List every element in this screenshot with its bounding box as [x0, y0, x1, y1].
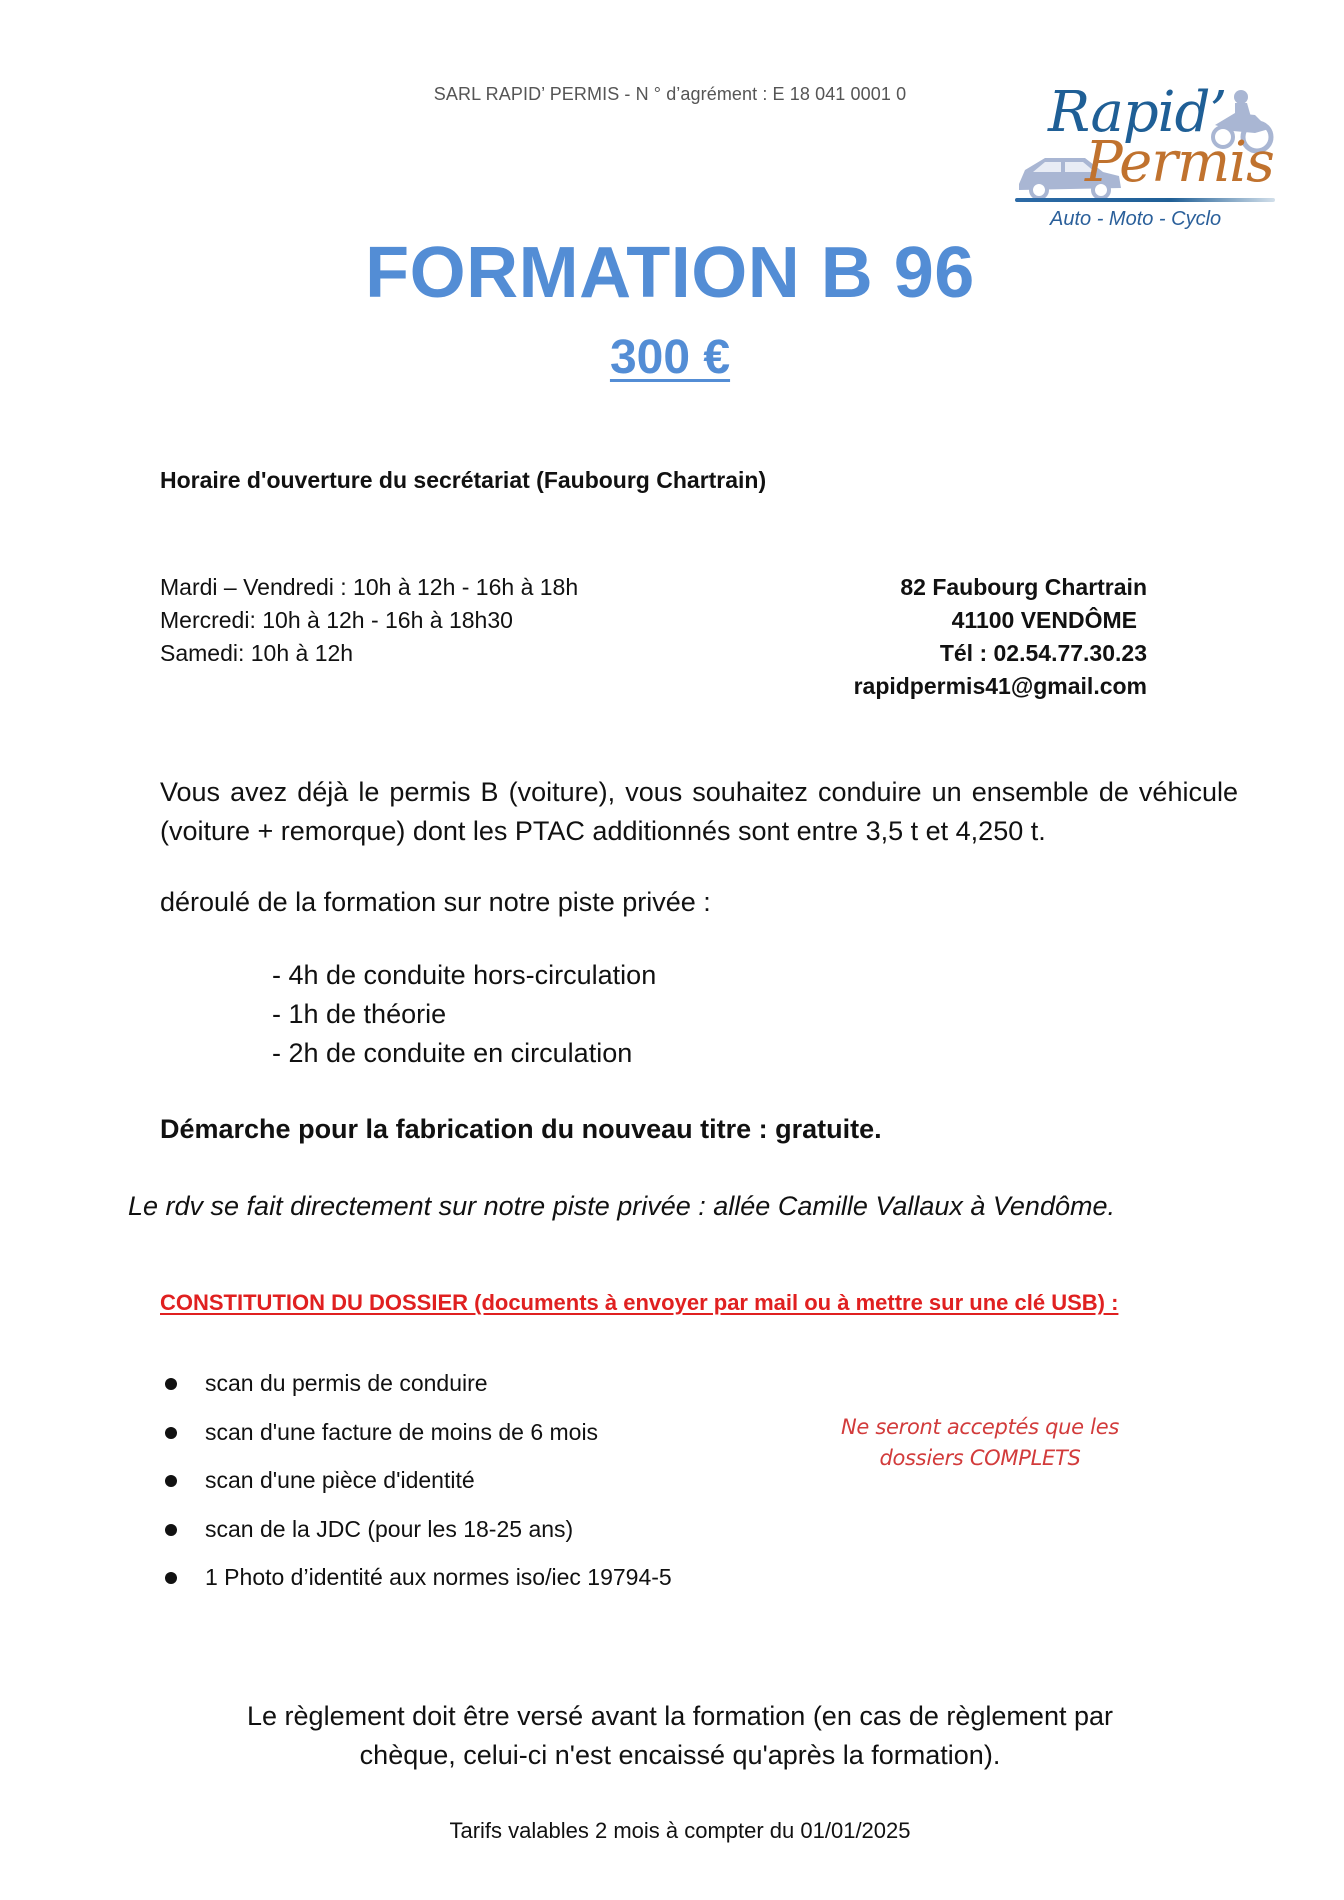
- bullet-icon: [165, 1475, 177, 1487]
- training-steps: [272, 956, 656, 1073]
- intro-paragraph: Vous avez déjà le permis B (voiture), vous souhaitez conduire un ensemble de véhicule (voiture + remorque) dont les PTAC additionnés sont entre 3,5 t et 4,250 t.: [160, 777, 1238, 846]
- company-registration-line: SARL RAPID’ PERMIS - N ° d’agrément : E 18 041 0001 0: [433, 84, 907, 104]
- required-documents-list: [160, 1370, 672, 1613]
- logo-text-rapid: Rapid’: [1048, 80, 1227, 145]
- training-heading: déroulé de la formation sur notre piste privée :: [160, 887, 711, 917]
- payment-note: [190, 1697, 1170, 1775]
- demarche-note: Démarche pour la fabrication du nouveau titre : gratuite.: [160, 1114, 882, 1144]
- bullet-icon: [165, 1572, 177, 1584]
- dossier-heading: CONSTITUTION DU DOSSIER (documents à envoyer par mail ou à mettre sur une clé USB) :: [160, 1290, 1119, 1315]
- email-address: rapidpermis41@gmail.com: [853, 673, 1147, 699]
- list-item-label: scan d'une pièce d'identité: [205, 1467, 475, 1493]
- logo-underline: [1015, 198, 1275, 202]
- hours-line: Mercredi: 10h à 12h - 16h à 18h30: [160, 607, 513, 633]
- bullet-icon: [165, 1524, 177, 1536]
- list-item: [160, 1370, 672, 1419]
- list-item: [160, 1516, 672, 1565]
- hours-line: Mardi – Vendredi : 10h à 12h - 16h à 18h: [160, 574, 579, 600]
- notice-line: dossiers COMPLETS: [879, 1446, 1081, 1470]
- training-step: - 4h de conduite hors-circulation: [272, 960, 657, 990]
- list-item: [160, 1564, 672, 1613]
- hours-line: Samedi: 10h à 12h: [160, 640, 354, 666]
- list-item-label: scan d'une facture de moins de 6 mois: [205, 1418, 599, 1445]
- training-step: - 1h de théorie: [272, 999, 447, 1029]
- bullet-icon: [165, 1378, 177, 1390]
- notice-line: Ne seront acceptés que les: [841, 1415, 1119, 1439]
- contact-block: [800, 571, 1147, 703]
- logo-tagline: Auto - Moto - Cyclo: [1050, 208, 1222, 230]
- logo-text-permis: Permis: [1085, 130, 1274, 195]
- address-street: 82 Faubourg Chartrain: [900, 574, 1147, 600]
- price-validity: Tarifs valables 2 mois à compter du 01/01/2025: [449, 1818, 911, 1843]
- list-item: [160, 1419, 672, 1468]
- address-city: 41100 VENDÔME: [951, 607, 1137, 633]
- rdv-location-note: Le rdv se fait directement sur notre piste privée : allée Camille Vallaux à Vendôme.: [128, 1191, 1115, 1221]
- list-item: [160, 1467, 672, 1516]
- list-item-label: 1 Photo d’identité aux normes iso/iec 19794-5: [205, 1564, 672, 1590]
- hours-heading: Horaire d'ouverture du secrétariat (Faubourg Chartrain): [160, 467, 767, 493]
- page-title: FORMATION B 96: [365, 233, 975, 313]
- rapid-permis-logo: [1010, 80, 1300, 240]
- list-item-label: scan de la JDC (pour les 18-25 ans): [205, 1515, 574, 1542]
- complete-dossier-notice: [820, 1412, 1140, 1474]
- list-item-label: scan du permis de conduire: [205, 1370, 488, 1396]
- phone-number: Tél : 02.54.77.30.23: [939, 640, 1147, 666]
- price: 300 €: [609, 331, 731, 384]
- training-step: - 2h de conduite en circulation: [272, 1038, 633, 1068]
- payment-line: Le règlement doit être versé avant la formation (en cas de règlement par: [247, 1701, 1113, 1731]
- opening-hours: [160, 571, 578, 670]
- payment-line: chèque, celui-ci n'est encaissé qu'après la formation).: [359, 1740, 1001, 1770]
- bullet-icon: [165, 1427, 177, 1439]
